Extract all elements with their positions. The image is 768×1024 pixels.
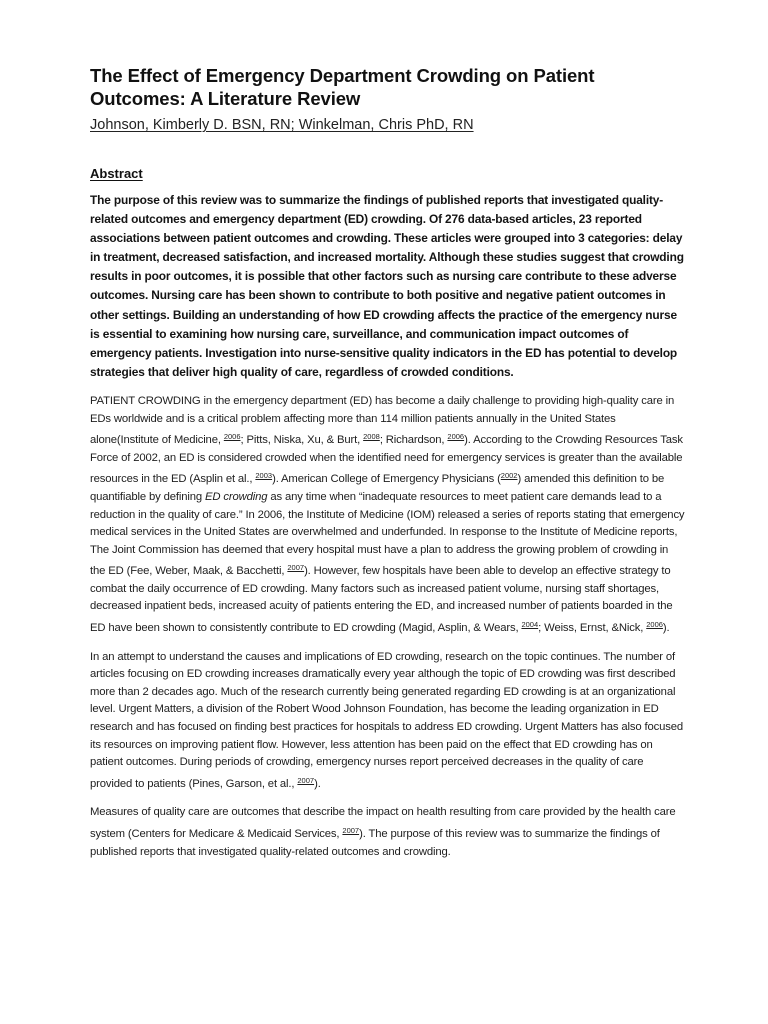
text-run: In an attempt to understand the causes and implications of ED crowding, research on the topic continues. The number of articles focusing on ED crowding increases dramatically every year although the topic of ED crowding was first described more than 2 decades ago. Much of the research currently being generated regarding ED crowding is at an organizational level. Urgent Matters, a division of the Robert Wood Johnson Foundation, has become the leading organization in ED research and has focused on finding best practices for hospitals to address ED crowding. Urgent Matters has also focused its resources on improving patient flow. However, less attention has been paid on the effect that ED crowding has on patient outcomes. During periods of crowding, emergency nurses report perceived decreases in the quality of care provided to patients (Pines, Garson, et al., <box>90 650 683 790</box>
text-run: ). <box>662 622 670 635</box>
citation-link[interactable]: 2008 <box>363 432 380 442</box>
text-run: ). However, few hospitals have been able to develop an effective strategy to combat the daily occurrence of ED crowding. Many factors such as increased patient volume, nursing staff shortages, decreased inpatient beds, increased acuity of patients entering the ED, and increased number of patients boarded in the ED have been shown to consistently contribute to ED crowding (Magid, Asplin, & Wears, <box>90 565 673 635</box>
citation-link[interactable]: 2004 <box>521 620 539 630</box>
dropcap-letter: P <box>90 394 97 407</box>
article-authors: Johnson, Kimberly D. BSN, RN; Winkelman, Chris PhD, RN <box>90 117 474 133</box>
citation-link[interactable]: 2006 <box>223 432 241 442</box>
text-run: as any time when “inadequate resources to meet patient care demands lead to a reduction in the quality of care.” In 2006, the Institute of Medicine (IOM) released a series of reports stating that emergency medical services in the United States are overwhelmed and underfunded. In response to the Institute of Medicine reports, The Joint Commission has deemed that every hospital must have a plan to address the growing problem of crowding in the ED (Fee, Weber, Maak, & Bacchetti, <box>90 490 685 578</box>
text-run: ). According to the Crowding Resources Task Force of 2002, an ED is considered crowded when the identified need for emergency services is greater than the available resources in the ED (Asplin et al., <box>90 434 683 486</box>
citation-link[interactable]: 2006 <box>646 620 663 630</box>
body-paragraph-3 <box>90 804 686 861</box>
body-paragraph-2 <box>90 649 686 794</box>
citation-link[interactable]: 2002 <box>500 471 518 481</box>
citation-link[interactable]: 2007 <box>287 563 305 573</box>
abstract-heading: Abstract <box>90 166 143 181</box>
text-run: ). The purpose of this review was to summarize the findings of published reports that investigated quality-related outcomes and crowding. <box>90 828 660 858</box>
article-title: The Effect of Emergency Department Crowding on Patient Outcomes: A Literature Review <box>90 65 595 109</box>
text-run: ). American College of Emergency Physicians ( <box>272 473 501 486</box>
abstract-text: The purpose of this review was to summarize the findings of published reports that investigated quality-related outcomes and emergency department (ED) crowding. Of 276 data-based articles, 23 reported associations between patient outcomes and crowding. These articles were grouped into 3 categories: delay in treatment, decreased satisfaction, and increased mortality. Although these studies suggest that crowding results in poor outcomes, it is possible that other factors such as nursing care contribute to these adverse outcomes. Nursing care has been shown to contribute to both positive and negative patient outcomes in other settings. Building an understanding of how ED crowding affects the practice of the emergency nurse is essential to examining how nursing care, surveillance, and communication impact outcomes of emergency patients. Investigation into nurse-sensitive quality indicators in the ED has potential to develop strategies that deliver high quality of care, regardless of crowded conditions. <box>90 193 684 379</box>
text-run: ) amended this definition to be quantifiable by defining <box>90 473 665 503</box>
emphasis-term: ED crowding <box>204 490 268 503</box>
text-run: ; Pitts, Niska, Xu, & Burt, <box>240 434 364 447</box>
text-run: ; Richardson, <box>379 434 448 447</box>
citation-link[interactable]: 2003 <box>255 471 273 481</box>
text-run: ; Weiss, Ernst, &Nick, <box>538 622 647 635</box>
document-content <box>90 64 686 861</box>
citation-link[interactable]: 2007 <box>342 826 360 835</box>
text-run: ). <box>314 777 321 790</box>
text-run: Measures of quality care are outcomes that describe the impact on health resulting from care provided by the health care system (Centers for Medicare & Medicaid Services, <box>90 806 676 840</box>
body-paragraph-1 <box>90 393 686 638</box>
citation-link[interactable]: 2007 <box>297 775 315 785</box>
citation-link[interactable]: 2006 <box>447 432 465 442</box>
text-run: ATIENT CROWDING in the emergency department (ED) has become a daily challenge to providing high-quality care in EDs worldwide and is a critical problem affecting more than 114 million patients annually in the United States alone(Institute of Medicine, <box>90 394 675 447</box>
